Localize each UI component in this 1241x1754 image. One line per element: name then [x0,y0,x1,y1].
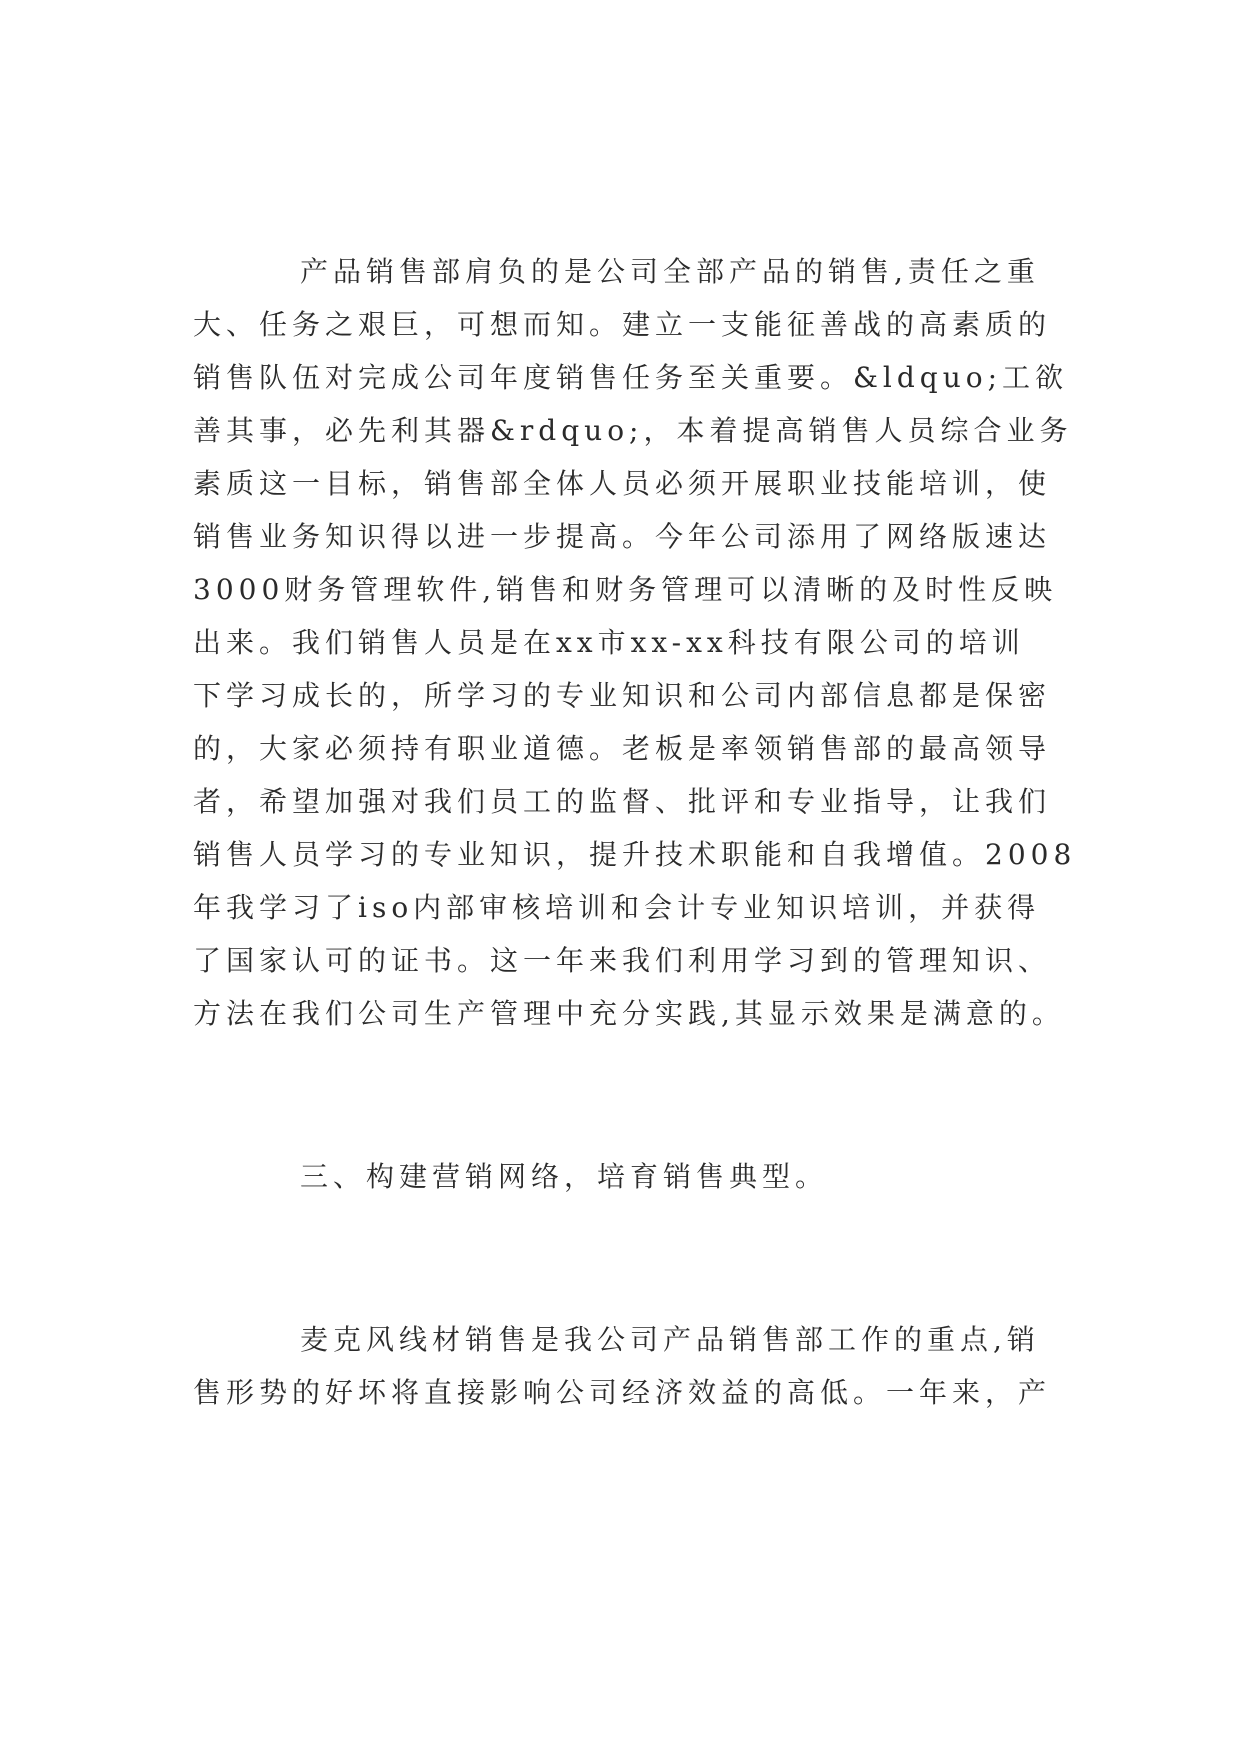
paragraph1-line-10: 的，大家必须持有职业道德。老板是率领销售部的最高领导 [193,732,1052,765]
paragraph1-line-7: 3000财务管理软件,销售和财务管理可以清晰的及时性反映 [193,573,1058,606]
paragraph2-line-2: 售形势的好坏将直接影响公司经济效益的高低。一年来，产 [193,1376,1052,1409]
paragraph1-line-13: 年我学习了iso内部审核培训和会计专业知识培训，并获得 [193,891,1041,924]
paragraph1-line-15: 方法在我们公司生产管理中充分实践,其显示效果是满意的。 [193,997,1065,1030]
paragraph1-line-2: 大、任务之艰巨，可想而知。建立一支能征善战的高素质的 [193,308,1052,341]
paragraph1-line-8: 出来。我们销售人员是在xx市xx-xx科技有限公司的培训 [193,626,1025,659]
section-heading: 三、构建营销网络，培育销售典型。 [300,1160,829,1193]
paragraph1-line-6: 销售业务知识得以进一步提高。今年公司添用了网络版速达 [193,520,1052,553]
paragraph1-line-12: 销售人员学习的专业知识，提升技术职能和自我增值。2008 [193,838,1077,871]
paragraph1-line-5: 素质这一目标，销售部全体人员必须开展职业技能培训，使 [193,467,1052,500]
paragraph2-line-1: 麦克风线材销售是我公司产品销售部工作的重点,销 [300,1323,1040,1356]
paragraph1-line-9: 下学习成长的，所学习的专业知识和公司内部信息都是保密 [193,679,1052,712]
paragraph1-line-14: 了国家认可的证书。这一年来我们利用学习到的管理知识、 [193,944,1052,977]
paragraph1-line-4: 善其事，必先利其器&rdquo;，本着提高销售人员综合业务 [193,414,1073,447]
paragraph1-line-3: 销售队伍对完成公司年度销售任务至关重要。&ldquo;工欲 [193,361,1069,394]
paragraph1-line-1: 产品销售部肩负的是公司全部产品的销售,责任之重 [300,255,1040,288]
paragraph1-line-11: 者，希望加强对我们员工的监督、批评和专业指导，让我们 [193,785,1052,818]
